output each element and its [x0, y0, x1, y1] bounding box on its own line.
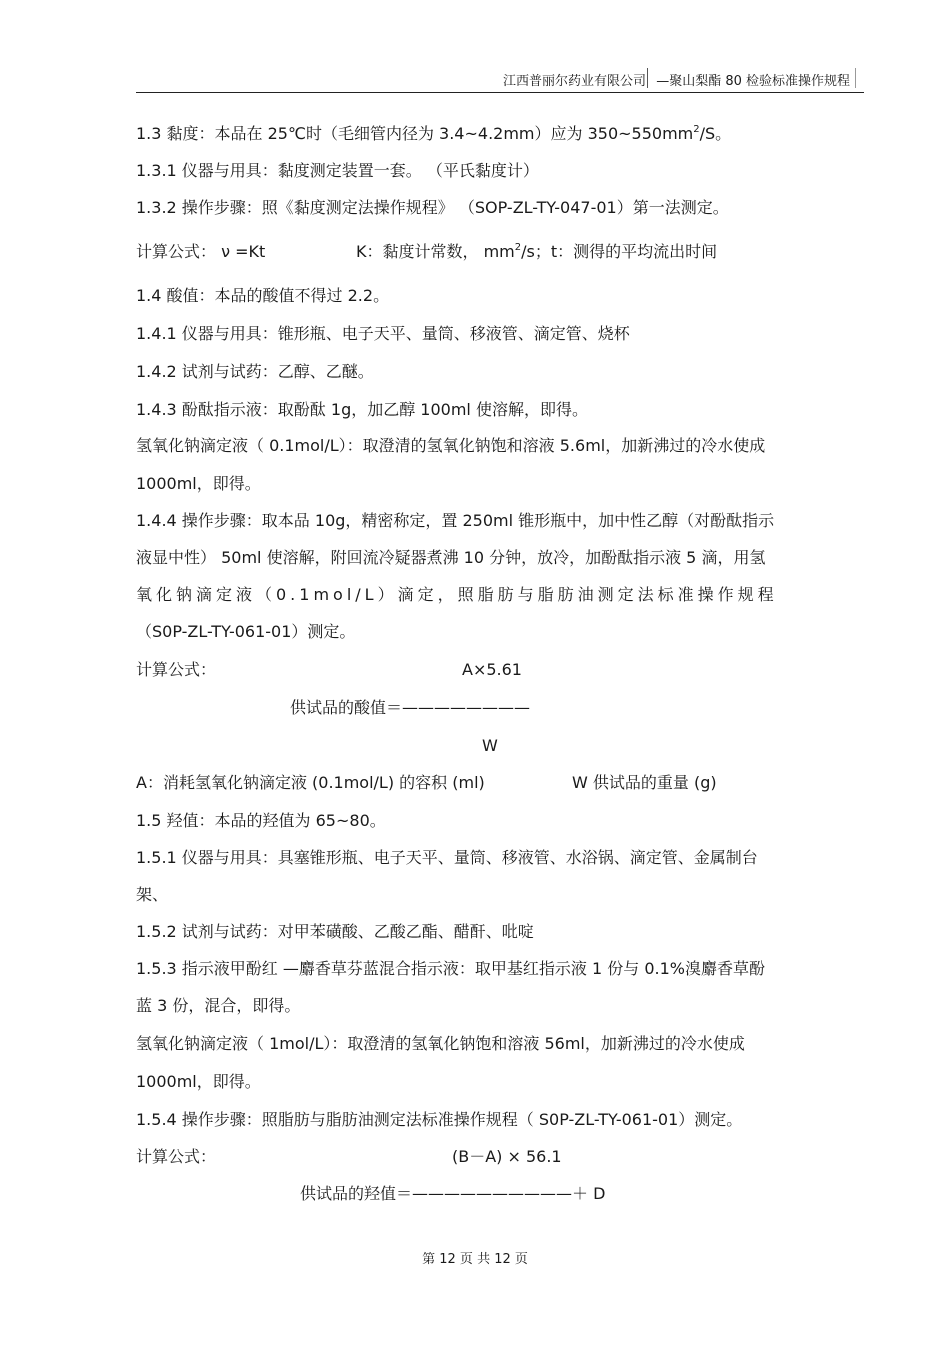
formula-viscosity-legend [356, 242, 717, 262]
section-1-4-4-line-1: 1.4.4 操作步骤：取本品 10g，精密称定，置 250ml 锥形瓶中，加中性乙醇（对酚酞指示 [136, 511, 775, 530]
naoh-solution-line-1: 氢氧化钠滴定液（ 0.1mol/L）：取澄清的氢氧化钠饱和溶液 5.6ml，加新沸过的冷水使成 [136, 436, 766, 455]
naoh-solution-2-line-2: 1000ml，即得。 [136, 1072, 261, 1091]
page-header [136, 64, 864, 93]
formula-denominator: W [482, 736, 498, 755]
page-number: 第 12 页 共 12 页 [422, 1252, 528, 1267]
section-1-3-1: 1.3.1 仪器与用具：黏度测定装置一套。 （平氏黏度计） [136, 161, 539, 180]
superscript: 2 [693, 124, 700, 135]
section-1-5-1-line-1: 1.5.1 仪器与用具：具塞锥形瓶、电子天平、量筒、移液管、水浴锅、滴定管、金属制台 [136, 848, 758, 867]
formula-label-2: 计算公式： [136, 1147, 217, 1166]
company-name: 江西普丽尔药业有限公司 [502, 74, 646, 89]
section-1-5-4: 1.5.4 操作步骤：照脂肪与脂肪油测定法标准操作规程（ S0P-ZL-TY-061-01）测定。 [136, 1110, 743, 1129]
header-divider-end [855, 68, 856, 88]
header-divider [647, 68, 648, 88]
formula-hydroxyl-value: 供试品的羟值＝——————————＋ D [300, 1184, 606, 1203]
superscript: 2 [514, 242, 522, 253]
naoh-solution-line-2: 1000ml，即得。 [136, 474, 261, 493]
section-1-5-3-line-1: 1.5.3 指示液甲酚红 —麝香草芬蓝混合指示液：取甲基红指示液 1 份与 0.1%溴麝香草酚 [136, 959, 765, 978]
formula-viscosity: 计算公式： ν =Kt [136, 242, 266, 261]
section-1-4-2: 1.4.2 试剂与试药：乙醇、乙醚。 [136, 362, 374, 381]
legend-text-2: /s；t：测得的平均流出时间 [521, 242, 718, 261]
section-1-5-2: 1.5.2 试剂与试药：对甲苯磺酸、乙酸乙酯、醋酐、吡啶 [136, 922, 534, 941]
section-1-4-4-line-3: 氧化钠滴定液（0.1mol/L）滴定，照脂肪与脂肪油测定法标准操作规程 [136, 585, 778, 604]
formula-label: 计算公式： [136, 660, 217, 679]
section-1-4-1: 1.4.1 仪器与用具：锥形瓶、电子天平、量筒、移液管、滴定管、烧杯 [136, 324, 630, 343]
formula-numerator: A×5.61 [462, 660, 522, 679]
legend-a: A：消耗氢氧化钠滴定液 (0.1mol/L) 的容积 (ml) [136, 773, 485, 792]
document-title: —聚山梨酯 80 检验标准操作规程 [656, 74, 850, 89]
naoh-solution-2-line-1: 氢氧化钠滴定液（ 1mol/L）：取澄清的氢氧化钠饱和溶液 56ml，加新沸过的冷水使成 [136, 1034, 745, 1053]
viscosity-text: 1.3 黏度：本品在 25℃时（毛细管内径为 3.4~4.2mm）应为 350~550mm [136, 124, 694, 143]
formula-numerator-2: (B－A) × 56.1 [452, 1147, 562, 1166]
section-1-5-1-line-2: 架、 [136, 885, 169, 904]
legend-text: K：黏度计常数， mm [356, 242, 515, 261]
section-1-3-2: 1.3.2 操作步骤：照《黏度测定法操作规程》 （SOP-ZL-TY-047-01）第一法测定。 [136, 198, 729, 217]
section-1-4-acid-value: 1.4 酸值：本品的酸值不得过 2.2。 [136, 286, 390, 305]
section-1-4-4-line-4: （S0P-ZL-TY-061-01）测定。 [136, 622, 356, 641]
section-1-5-hydroxyl-value: 1.5 羟值：本品的羟值为 65~80。 [136, 811, 386, 830]
section-1-4-3: 1.4.3 酚酞指示液：取酚酞 1g，加乙醇 100ml 使溶解，即得。 [136, 400, 588, 419]
formula-acid-value: 供试品的酸值＝———————— [290, 698, 531, 717]
section-1-3-viscosity [136, 124, 731, 144]
viscosity-unit: /S。 [699, 124, 732, 143]
legend-w: W 供试品的重量 (g) [572, 773, 717, 792]
section-1-4-4-line-2: 液显中性） 50ml 使溶解，附回流冷疑器煮沸 10 分钟，放冷，加酚酞指示液 5 滴，用氢 [136, 548, 766, 567]
section-1-5-3-line-2: 蓝 3 份，混合，即得。 [136, 996, 301, 1015]
